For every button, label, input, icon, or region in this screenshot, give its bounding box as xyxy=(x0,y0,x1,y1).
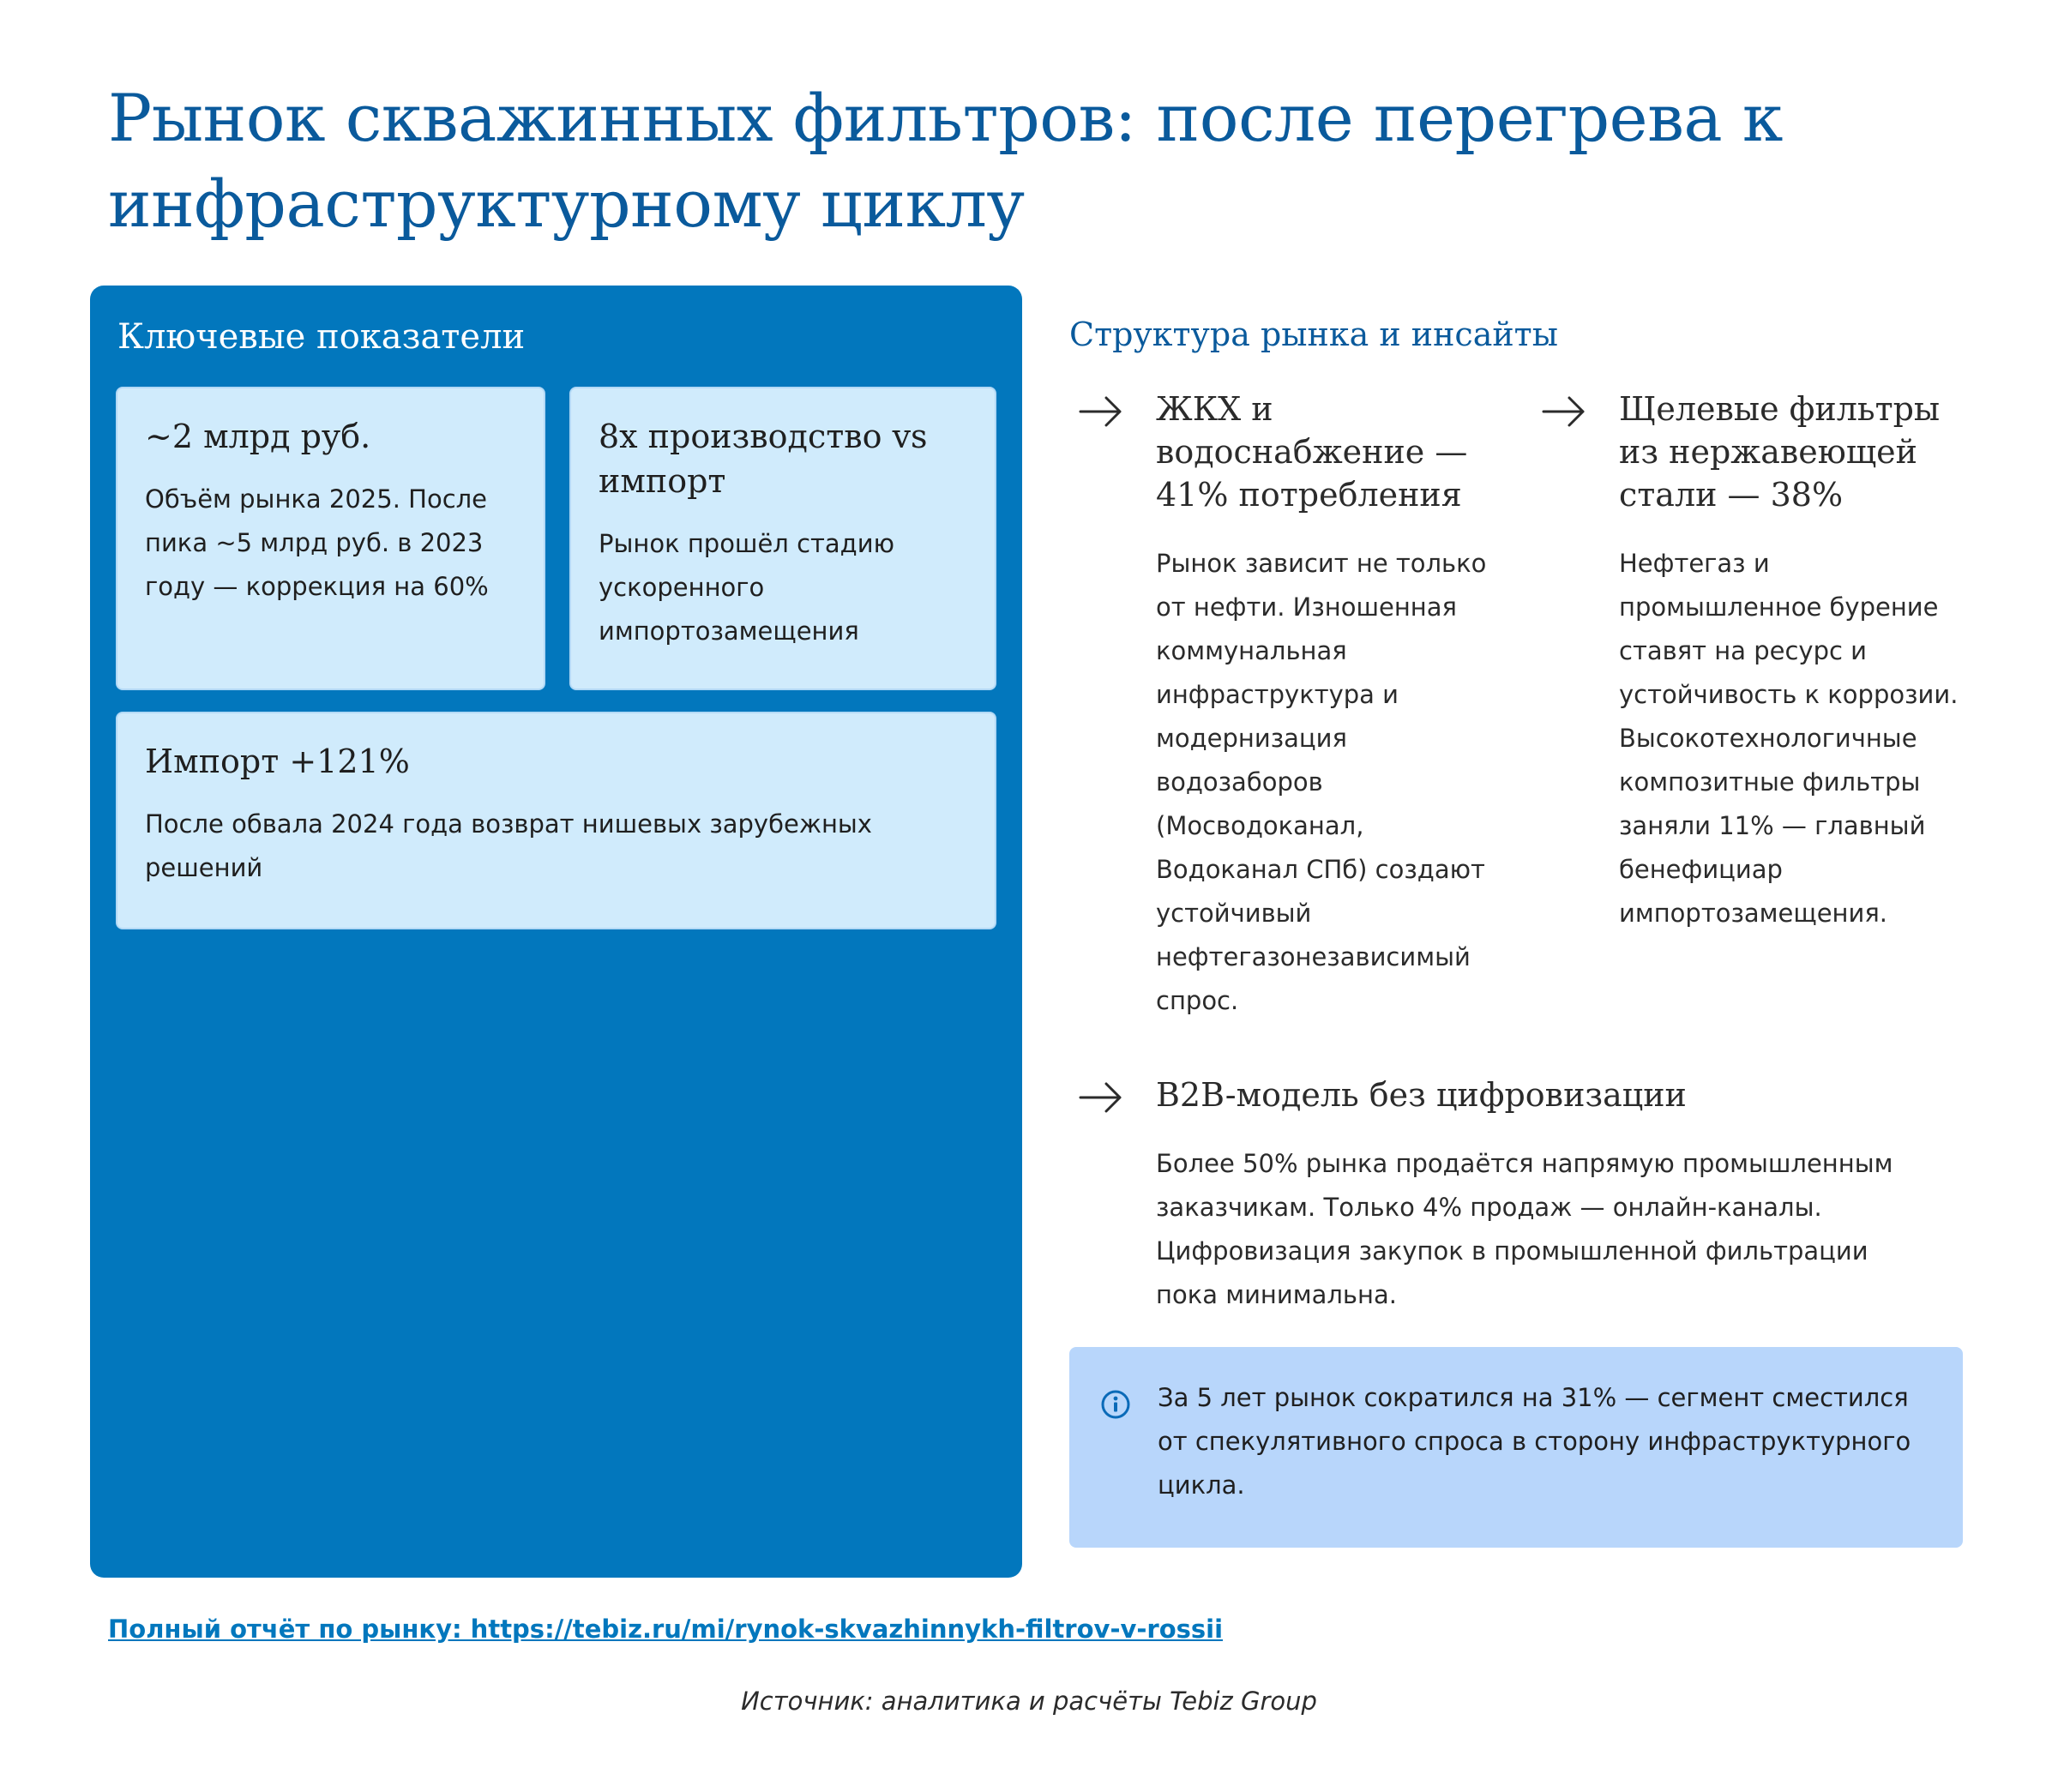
page-title: Рынок скважинных фильтров: после перегрева к инфраструктурному циклу xyxy=(108,80,1783,242)
kpi-card-import-growth xyxy=(116,712,996,929)
insights-heading: Структура рынка и инсайты xyxy=(1069,316,1558,353)
arrow-right-icon xyxy=(1079,394,1123,429)
info-icon xyxy=(1100,1389,1131,1420)
kpi-value: 8x производство vs импорт xyxy=(599,418,928,500)
kpi-value: Импорт +121% xyxy=(145,743,410,780)
kpi-value: ~2 млрд руб. xyxy=(145,418,371,455)
insight-title: Щелевые фильтры из нержавеющей стали — 38% xyxy=(1619,390,1941,514)
insight-b2b-model xyxy=(1079,1073,1962,1322)
insight-stainless-filters xyxy=(1542,388,1962,936)
insight-title: ЖКХ и водоснабжение — 41% потребления xyxy=(1156,390,1468,514)
kpi-text: После обвала 2024 года возврат нишевых зарубежных решений xyxy=(145,809,872,882)
callout-text: За 5 лет рынок сократился на 31% — сегмент сместился от спекулятивного спроса в сторону инфраструктурного цикла. xyxy=(1158,1383,1911,1500)
kpi-card-market-size xyxy=(116,387,545,690)
key-metrics-heading: Ключевые показатели xyxy=(117,317,526,357)
insight-text: Более 50% рынка продаётся напрямую промышленным заказчикам. Только 4% продаж — онлайн-каналы. Цифровизация закупок в промышленной фильтрации пока минимальна. xyxy=(1156,1149,1893,1309)
insight-utilities xyxy=(1079,388,1490,1022)
full-report-link[interactable]: Полный отчёт по рынку: https://tebiz.ru/mi/rynok-skvazhinnykh-filtrov-v-rossii xyxy=(108,1615,1224,1644)
kpi-text: Объём рынка 2025. После пика ~5 млрд руб. в 2023 году — коррекция на 60% xyxy=(145,484,489,601)
insight-text: Рынок зависит не только от нефти. Изношенная коммунальная инфраструктура и модернизация водозаборов (Мосводоканал, Водоканал СПб) создают устойчивый нефтегазонезависимый спрос. xyxy=(1156,549,1487,1015)
insight-title: B2B-модель без цифровизации xyxy=(1156,1076,1687,1114)
insight-text: Нефтегаз и промышленное бурение ставят на ресурс и устойчивость к коррозии. Высокотехнологичные композитные фильтры заняли 11% — главный бенефициар импортозамещения. xyxy=(1619,549,1959,928)
kpi-card-production-ratio xyxy=(569,387,996,690)
key-metrics-panel xyxy=(90,286,1022,1578)
kpi-text: Рынок прошёл стадию ускоренного импортозамещения xyxy=(599,529,894,646)
source-note: Источник: аналитика и расчёты Tebiz Group xyxy=(741,1687,1317,1716)
arrow-right-icon xyxy=(1542,394,1586,429)
summary-callout xyxy=(1069,1347,1963,1548)
arrow-right-icon xyxy=(1079,1080,1123,1115)
